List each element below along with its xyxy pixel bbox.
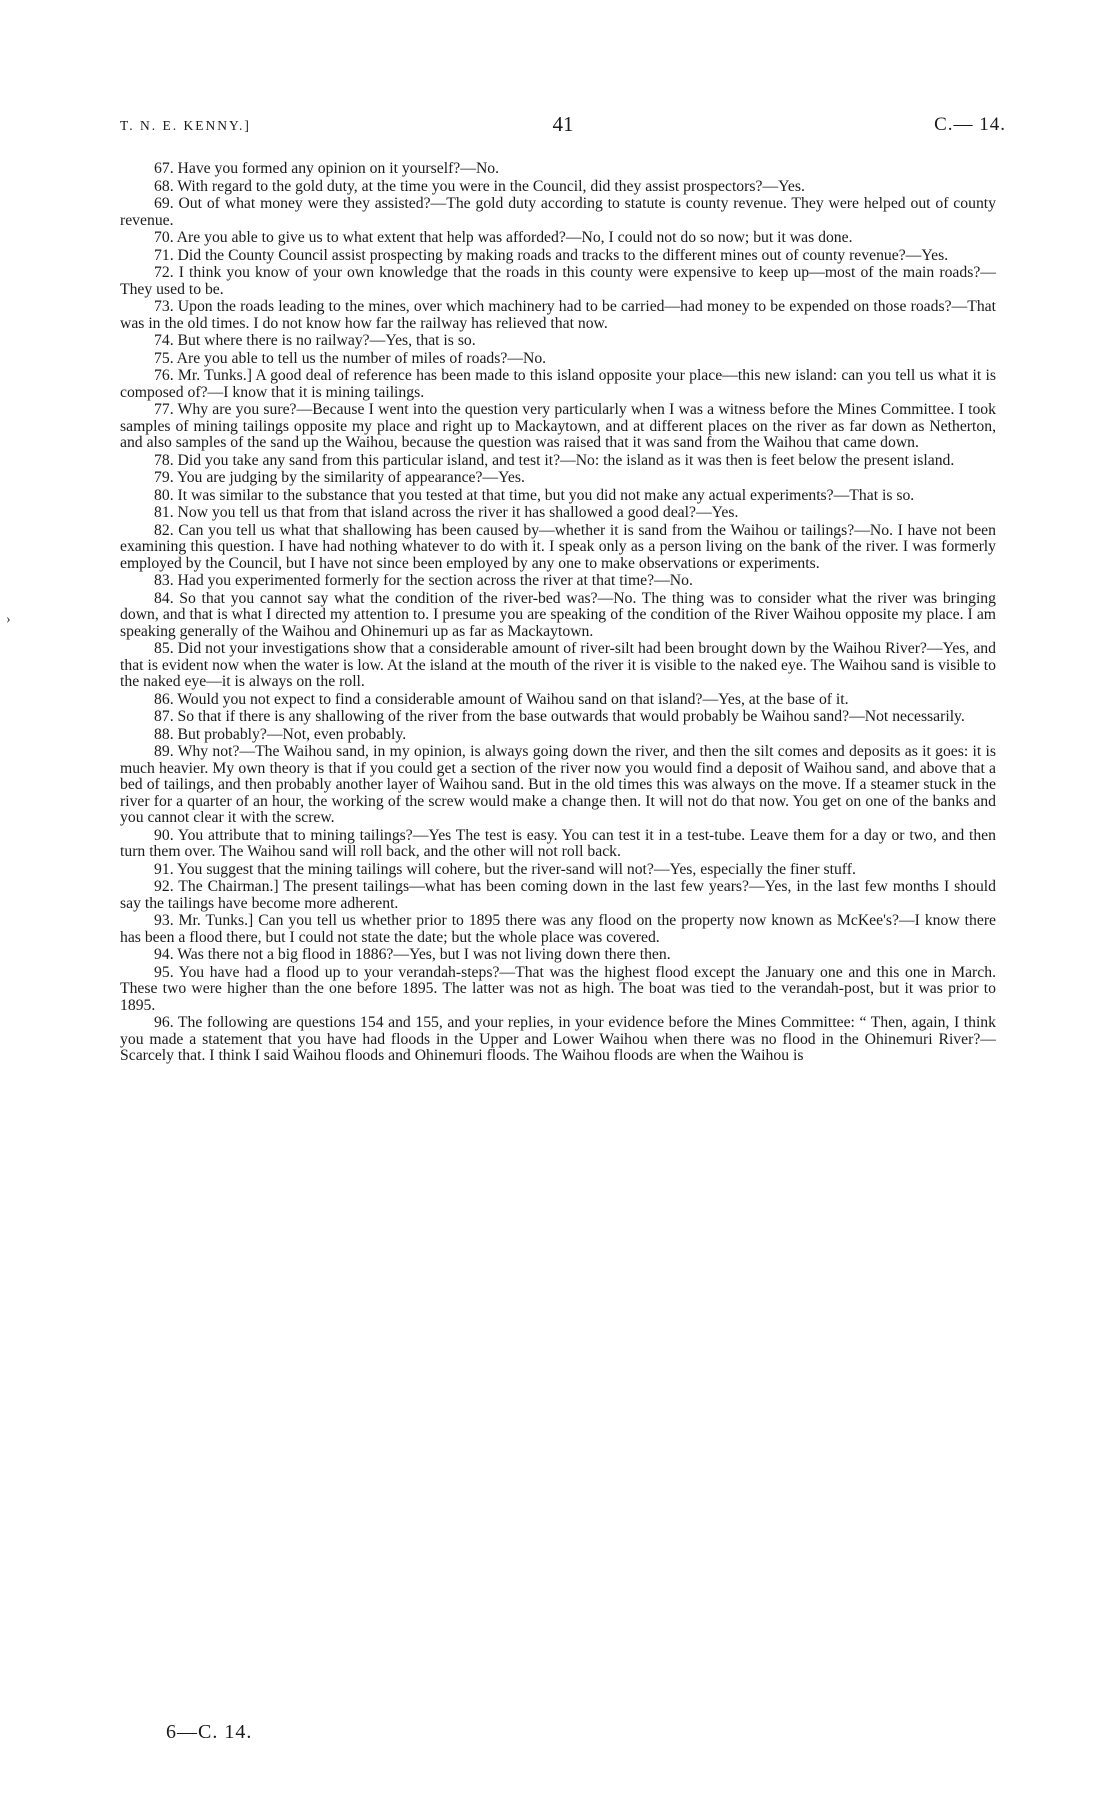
evidence-paragraph: 80. It was similar to the substance that you tested at that time, but you did not make any actual experiments?—That is so. (154, 486, 915, 504)
evidence-paragraph: 78. Did you take any sand from this particular island, and test it?—No: the island as it was then is feet below the present island. (154, 451, 955, 469)
evidence-paragraph: 86. Would you not expect to find a considerable amount of Waihou sand on that island?—Yes, at the base of it. (154, 690, 849, 708)
page-number: 41 (552, 112, 574, 136)
evidence-paragraph: 77. Why are you sure?—Because I went into the question very particularly when I was a witness before the Mines Committee. I took samples of mining tailings opposite my place and right up to Mackaytown, and at different places on the river as far down as Netherton, and also samples of the sand up the Waihou, because the question was raised that it was sand from the Waihou that came down. (120, 401, 996, 451)
evidence-paragraph: 67. Have you formed any opinion on it yourself?—No. (154, 160, 500, 177)
evidence-paragraph: 73. Upon the roads leading to the mines, over which machinery had to be carried—had money to be expended on those roads?—That was in the old times. I do not know how far the railway has relieved that now. (120, 298, 996, 332)
page-footer: 6—C. 14. (166, 1721, 253, 1743)
evidence-paragraph: 69. Out of what money were they assisted?—The gold duty according to statute is county revenue. They were helped out of county revenue. (120, 195, 996, 229)
evidence-paragraph: 88. But probably?—Not, even probably. (154, 725, 407, 743)
evidence-paragraph: 81. Now you tell us that from that island across the river it has shallowed a good deal?—Yes. (154, 504, 739, 521)
header-witness-name: T. N. E. KENNY.] (120, 118, 251, 133)
evidence-paragraph: 87. So that if there is any shallowing of the river from the base outwards that would probably be Waihou sand?—Not necessarily. (154, 708, 965, 725)
evidence-paragraph: 91. You suggest that the mining tailings will cohere, but the river-sand will not?—Yes, especially the finer stuff. (154, 860, 856, 878)
evidence-paragraph: 92. The Chairman.] The present tailings—what has been coming down in the last few years?—Yes, in the last few months I should say the tailings have become more adherent. (120, 878, 996, 912)
evidence-paragraph: 74. But where there is no railway?—Yes, that is so. (154, 332, 476, 349)
header-paper-reference: C.— 14. (934, 114, 1006, 135)
evidence-paragraph: 90. You attribute that to mining tailings?—Yes The test is easy. You can test it in a test-tube. Leave them for a day or two, and then turn them over. The Waihou sand will roll back, and the other will not roll back. (120, 826, 996, 860)
evidence-paragraph: 84. So that you cannot say what the condition of the river-bed was?—No. The thing was to consider what the river was bringing down, and that is what I directed my attention to. I presume you are speaking of the condition of the River Waihou opposite my place. I am speaking generally of the Waihou and Ohinemuri up as far as Mackaytown. (120, 589, 996, 640)
evidence-paragraph: 72. I think you know of your own knowledge that the roads in this county were expensive to keep up—most of the main roads?—They used to be. (120, 264, 996, 298)
evidence-paragraph: 75. Are you able to tell us the number of miles of roads?—No. (154, 349, 547, 367)
evidence-paragraph: 79. You are judging by the similarity of appearance?—Yes. (154, 469, 525, 486)
evidence-paragraph: 76. Mr. Tunks.] A good deal of reference has been made to this island opposite your place—this new island: can you tell us what it is composed of?—I know that it is mining tailings. (120, 367, 996, 401)
page-header (120, 112, 1006, 142)
evidence-paragraph: 85. Did not your investigations show that a considerable amount of river-silt had been brought down by the Waihou River?—Yes, and that is evident now when the water is low. At the island at the mouth of the river it is visible to the naked eye. The Waihou sand is visible to the naked eye—it is always on the roll. (120, 640, 996, 690)
page-body (120, 161, 996, 1066)
evidence-paragraph: 71. Did the County Council assist prospecting by making roads and tracks to the different mines out of county revenue?—Yes. (154, 246, 949, 264)
evidence-paragraph: 70. Are you able to give us to what extent that help was afforded?—No, I could not do so now; but it was done. (154, 229, 853, 246)
evidence-paragraph: 89. Why not?—The Waihou sand, in my opinion, is always going down the river, and then the silt comes and deposits as it goes: it is much heavier. My own theory is that if you could get a section of the river now you would find a deposit of Waihou sand, and above that a bed of tailings, and then probably another layer of Waihou sand. But in the old times this was always on the move. If a steamer stuck in the river for a quarter of an hour, the working of the screw would make a change then. It will not do that now. You get on one of the banks and you cannot clear it with the screw. (120, 743, 996, 826)
evidence-paragraph: 82. Can you tell us what that shallowing has been caused by—whether it is sand from the Waihou or tailings?—No. I have not been examining this question. I have had nothing whatever to do with it. I speak only as a person living on the bank of the river. I was formerly employed by the Council, but I have not since been employed by any one to make observations or experiments. (120, 521, 996, 572)
evidence-paragraph: 96. The following are questions 154 and 155, and your replies, in your evidence before the Mines Committee: “ Then, again, I think you made a statement that you have had floods in the Upper and Lower Waihou when there was no flood in the Ohinemuri River?—Scarcely that. I think I said Waihou floods and Ohinemuri floods. The Waihou floods are when the Waihou is (120, 1014, 996, 1064)
evidence-paragraph: 95. You have had a flood up to your verandah-steps?—That was the highest flood except the January one and this one in March. These two were higher than the one before 1895. The latter was not as high. The boat was tied to the verandah-post, but it was prior to 1895. (120, 963, 996, 1014)
evidence-paragraph: 94. Was there not a big flood in 1886?—Yes, but I was not living down there then. (154, 946, 671, 963)
evidence-paragraph: 68. With regard to the gold duty, at the time you were in the Council, did they assist prospectors?—Yes. (154, 177, 805, 195)
evidence-paragraph: 83. Had you experimented formerly for the section across the river at that time?—No. (154, 572, 693, 589)
margin-mark: › (6, 612, 11, 627)
evidence-paragraph: 93. Mr. Tunks.] Can you tell us whether prior to 1895 there was any flood on the property now known as McKee's?—I know there has been a flood there, but I could not state the date; but the whole place was covered. (120, 912, 996, 946)
